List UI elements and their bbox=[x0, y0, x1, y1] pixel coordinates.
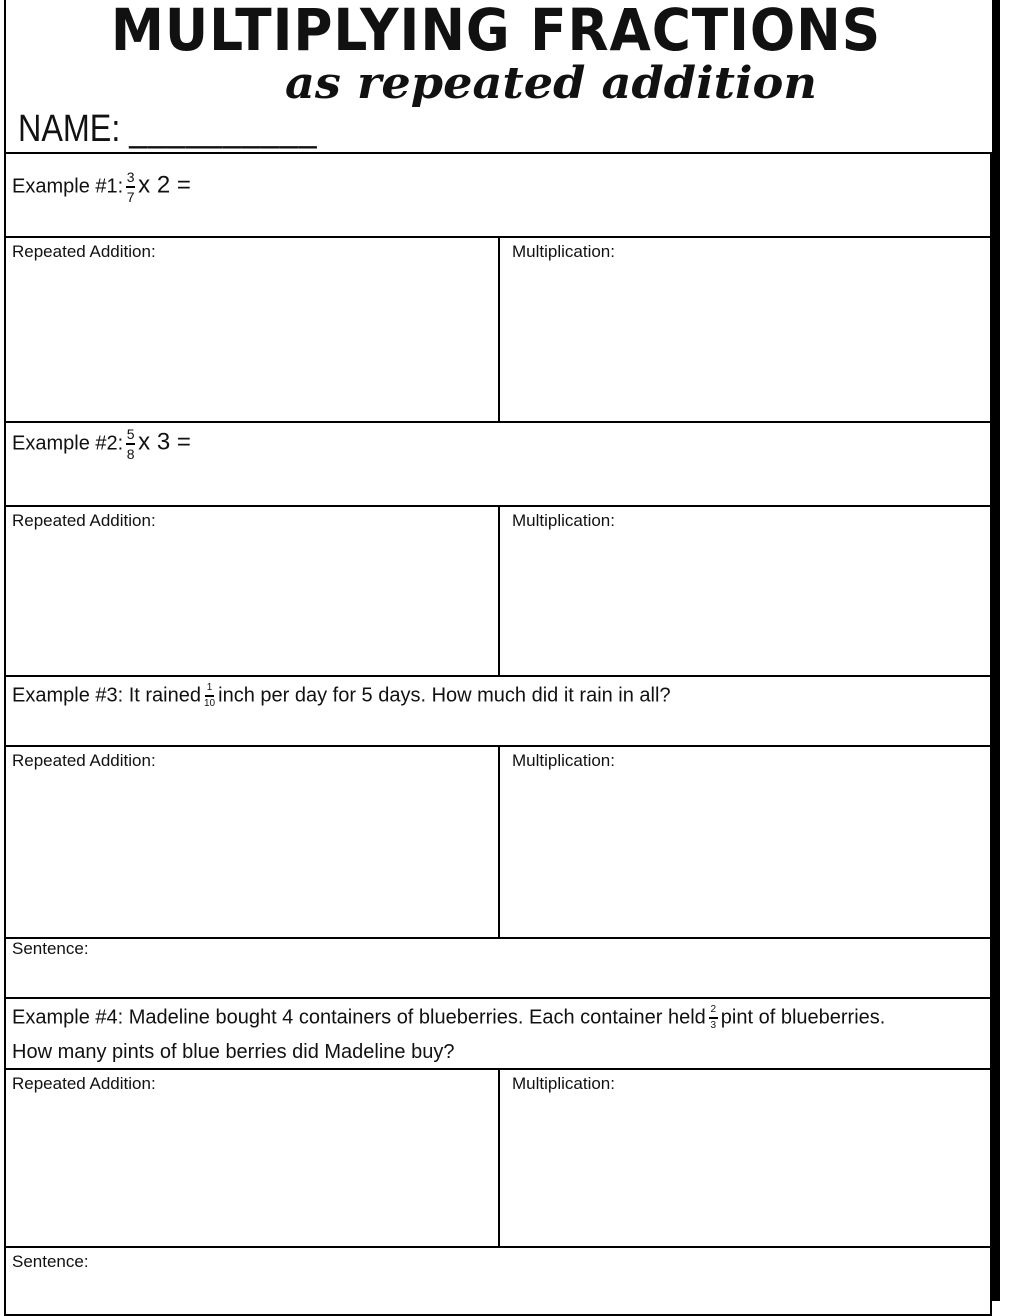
multiplication-label: Multiplication: bbox=[512, 1074, 615, 1093]
example-4-question-line2: How many pints of blue berries did Madeline buy? bbox=[12, 1041, 455, 1063]
repeated-addition-label: Repeated Addition: bbox=[12, 751, 156, 770]
multiplication-box-4[interactable] bbox=[498, 1068, 992, 1248]
example-1-box bbox=[4, 152, 992, 238]
worksheet-subtitle: as repeated addition bbox=[285, 58, 817, 109]
repeated-addition-box-2[interactable] bbox=[4, 505, 500, 677]
sentence-box-4[interactable] bbox=[4, 1246, 992, 1316]
page-border-left bbox=[4, 0, 6, 152]
example-4-box bbox=[4, 997, 992, 1070]
example-2-question bbox=[12, 427, 191, 461]
example-prefix: Example #4: Madeline bought 4 containers of blueberries. Each container held bbox=[12, 1006, 706, 1029]
fraction bbox=[126, 427, 135, 461]
multiplication-label: Multiplication: bbox=[512, 751, 615, 770]
name-blank: __________ bbox=[129, 108, 318, 150]
repeated-addition-label: Repeated Addition: bbox=[12, 1074, 156, 1093]
sentence-label: Sentence: bbox=[12, 939, 89, 958]
repeated-addition-label: Repeated Addition: bbox=[12, 511, 156, 530]
numerator: 5 bbox=[126, 426, 135, 442]
denominator: 8 bbox=[126, 446, 135, 462]
fraction bbox=[709, 1005, 718, 1031]
example-rest: x 3 = bbox=[138, 428, 191, 456]
fraction bbox=[126, 170, 135, 204]
name-field[interactable] bbox=[18, 108, 317, 151]
numerator: 1 bbox=[206, 682, 213, 693]
multiplication-label: Multiplication: bbox=[512, 511, 615, 530]
sentence-label: Sentence: bbox=[12, 1252, 89, 1271]
denominator: 7 bbox=[126, 189, 135, 205]
example-rest: x 2 = bbox=[138, 171, 191, 199]
sentence-box-3[interactable] bbox=[4, 937, 992, 999]
example-1-question bbox=[12, 170, 191, 204]
worksheet-title: MULTIPLYING FRACTIONS bbox=[110, 0, 882, 64]
fraction bbox=[204, 683, 215, 709]
example-prefix: Example #3: It rained bbox=[12, 684, 201, 707]
example-2-box bbox=[4, 421, 992, 507]
example-4-question bbox=[12, 1005, 885, 1031]
repeated-addition-box-3[interactable] bbox=[4, 745, 500, 939]
multiplication-box-3[interactable] bbox=[498, 745, 992, 939]
denominator: 3 bbox=[710, 1020, 717, 1031]
repeated-addition-label: Repeated Addition: bbox=[12, 242, 156, 261]
repeated-addition-box-1[interactable] bbox=[4, 236, 500, 423]
denominator: 10 bbox=[204, 698, 216, 709]
multiplication-box-2[interactable] bbox=[498, 505, 992, 677]
example-3-question bbox=[12, 683, 671, 709]
numerator: 2 bbox=[710, 1004, 717, 1015]
multiplication-box-1[interactable] bbox=[498, 236, 992, 423]
example-prefix: Example #1: bbox=[12, 175, 124, 198]
example-rest: pint of blueberries. bbox=[720, 1006, 886, 1029]
page-border-right bbox=[992, 0, 1000, 1301]
example-rest: inch per day for 5 days. How much did it rain in all? bbox=[218, 684, 671, 707]
multiplication-label: Multiplication: bbox=[512, 242, 615, 261]
numerator: 3 bbox=[126, 169, 135, 185]
repeated-addition-box-4[interactable] bbox=[4, 1068, 500, 1248]
name-label: NAME: bbox=[18, 108, 121, 150]
example-prefix: Example #2: bbox=[12, 432, 124, 455]
example-3-box bbox=[4, 675, 992, 747]
